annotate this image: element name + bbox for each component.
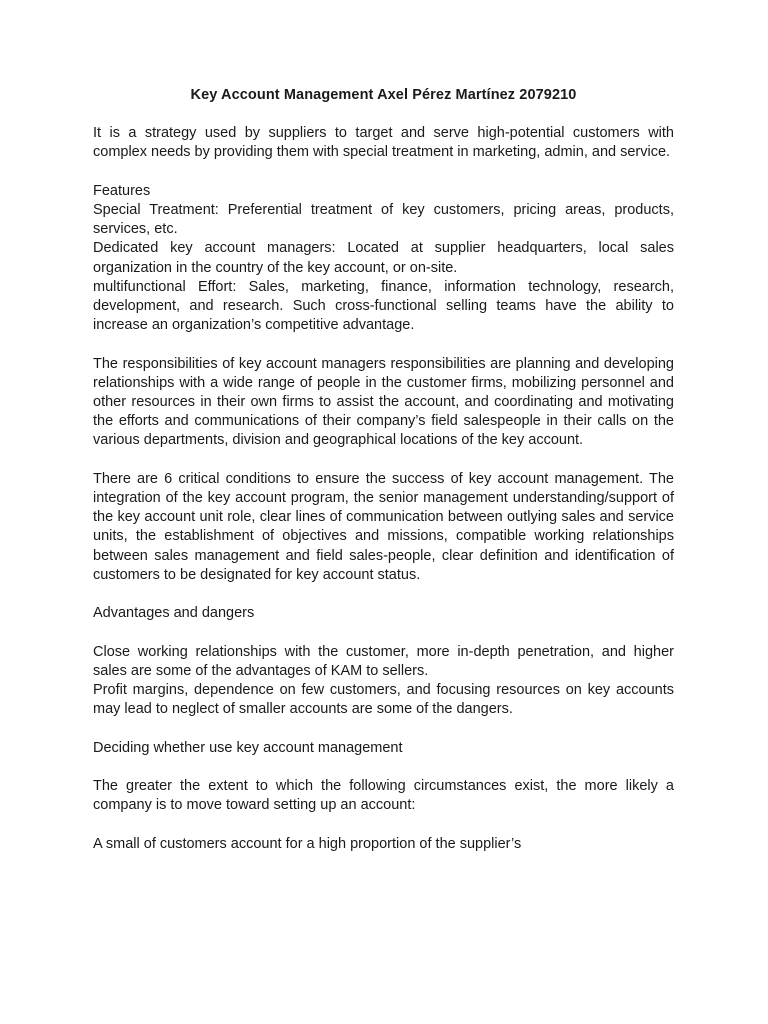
deciding-intro-paragraph: The greater the extent to which the following circumstances exist, the more likely a company is to move toward setting up an account: [93, 778, 674, 814]
feature-multifunctional: multifunctional Effort: Sales, marketing, finance, information technology, research, development, and research. Such cross-functional selling teams have the ability to increase an organization’s competitive advantage. [93, 278, 674, 334]
paragraph-gap [93, 163, 674, 182]
circumstance-1-paragraph: A small of customers account for a high proportion of the supplier’s [93, 835, 522, 852]
paragraph-gap [93, 335, 674, 354]
advantages-heading: Advantages and dangers [93, 605, 255, 622]
paragraph-gap [93, 451, 674, 470]
deciding-heading: Deciding whether use key account management [93, 739, 403, 756]
paragraph-gap [93, 719, 674, 738]
intro-paragraph: It is a strategy used by suppliers to target and serve high-potential customers with complex needs by providing them with special treatment in marketing, admin, and service. [93, 125, 674, 161]
responsibilities-paragraph: The responsibilities of key account managers responsibilities are planning and developing relationships with a wide range of people in the customer firms, mobilizing personnel and other resources in their own firms to assist the account, and coordinating and motivating the efforts and communications of their company’s field salespeople in their calls on the various departments, division and geographical locations of the key account. [93, 355, 674, 449]
critical-conditions-paragraph: There are 6 critical conditions to ensure the success of key account management. The integration of the key account program, the senior management understanding/support of the key account unit role, clear lines of communication between outlying sales and service units, the establishment of objectives and missions, compatible working relationships between sales management and field sales-people, clear definition and identification of customers to be designated for key account status. [93, 470, 674, 583]
feature-dedicated-managers: Dedicated key account managers: Located at supplier headquarters, local sales organization in the country of the key account, or on-site. [93, 240, 674, 276]
paragraph-gap [93, 758, 674, 777]
document-title: Key Account Management Axel Pérez Martínez 2079210 [190, 87, 577, 103]
feature-special-treatment: Special Treatment: Preferential treatment of key customers, pricing areas, products, services, etc. [93, 202, 674, 238]
document-body [93, 86, 674, 854]
dangers-paragraph: Profit margins, dependence on few customers, and focusing resources on key accounts may lead to neglect of smaller accounts are some of the dangers. [93, 682, 674, 718]
paragraph-gap [93, 585, 674, 604]
advantages-paragraph: Close working relationships with the customer, more in-depth penetration, and higher sales are some of the advantages of KAM to sellers. [93, 643, 674, 679]
features-heading: Features [93, 182, 151, 199]
paragraph-gap [93, 815, 674, 834]
paragraph-gap [93, 623, 674, 642]
